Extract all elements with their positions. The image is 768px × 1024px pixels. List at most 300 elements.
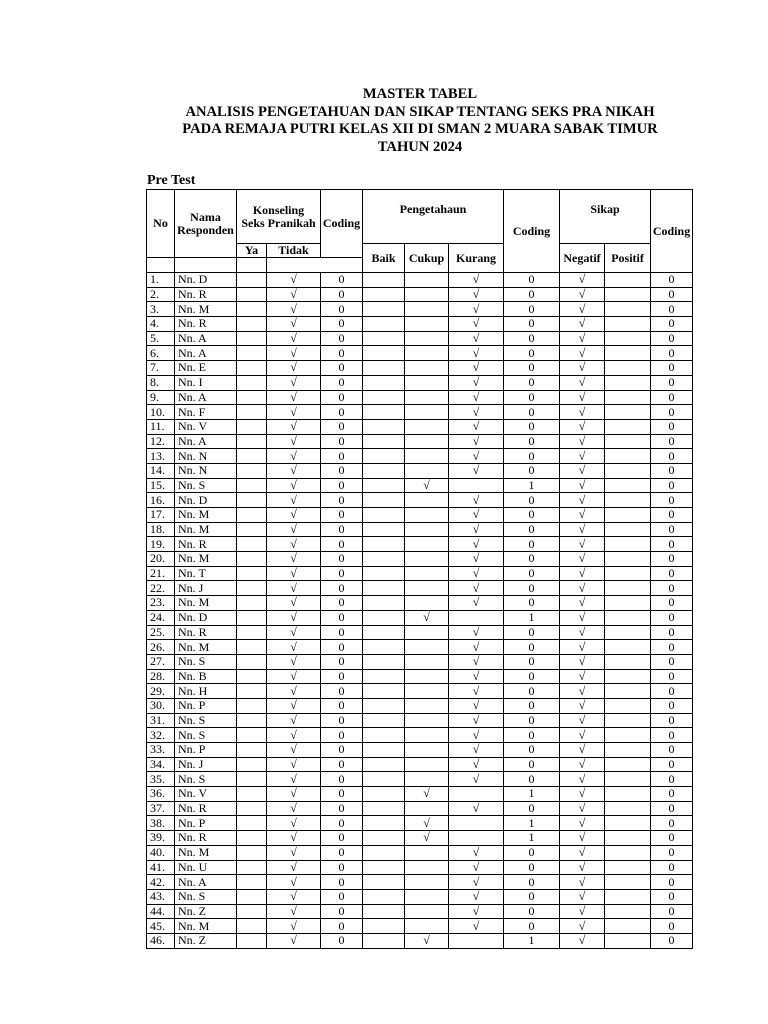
cell-coding-1: 0 — [321, 434, 363, 449]
cell-coding-3: 0 — [651, 346, 693, 361]
cell-coding-2: 0 — [504, 919, 560, 934]
cell-positif — [605, 669, 651, 684]
cell-tidak: √ — [267, 801, 321, 816]
cell-coding-2: 0 — [504, 463, 560, 478]
cell-name: Nn. P — [175, 816, 237, 831]
cell-coding-2: 0 — [504, 625, 560, 640]
cell-no: 37. — [147, 801, 175, 816]
header-coding-1: Coding — [321, 190, 363, 258]
header-cukup: Cukup — [405, 244, 449, 273]
cell-no: 3. — [147, 302, 175, 317]
title-line-4: TAHUN 2024 — [377, 138, 463, 155]
cell-ya — [237, 390, 267, 405]
cell-positif — [605, 933, 651, 948]
cell-cukup — [405, 625, 449, 640]
cell-coding-1: 0 — [321, 698, 363, 713]
cell-positif — [605, 640, 651, 655]
cell-cukup — [405, 302, 449, 317]
table-row — [147, 889, 693, 904]
cell-no: 9. — [147, 390, 175, 405]
cell-no: 45. — [147, 919, 175, 934]
cell-kurang: √ — [449, 596, 504, 611]
cell-name: Nn. M — [175, 522, 237, 537]
cell-name: Nn. S — [175, 889, 237, 904]
cell-cukup — [405, 449, 449, 464]
table-row — [147, 346, 693, 361]
cell-no: 15. — [147, 478, 175, 493]
header-tidak: Tidak — [267, 244, 321, 258]
cell-coding-1: 0 — [321, 743, 363, 758]
cell-coding-3: 0 — [651, 537, 693, 552]
table-row — [147, 904, 693, 919]
cell-tidak: √ — [267, 816, 321, 831]
cell-cukup — [405, 434, 449, 449]
cell-baik — [363, 346, 405, 361]
cell-coding-3: 0 — [651, 419, 693, 434]
cell-ya — [237, 302, 267, 317]
cell-no: 30. — [147, 698, 175, 713]
table-row — [147, 419, 693, 434]
cell-tidak: √ — [267, 463, 321, 478]
cell-kurang: √ — [449, 904, 504, 919]
cell-negatif: √ — [560, 875, 605, 890]
cell-no: 32. — [147, 728, 175, 743]
table-row — [147, 434, 693, 449]
cell-cukup — [405, 772, 449, 787]
cell-coding-3: 0 — [651, 522, 693, 537]
cell-name: Nn. B — [175, 669, 237, 684]
cell-baik — [363, 317, 405, 332]
cell-coding-1: 0 — [321, 537, 363, 552]
cell-no: 42. — [147, 875, 175, 890]
cell-tidak: √ — [267, 552, 321, 567]
table-row — [147, 713, 693, 728]
cell-ya — [237, 684, 267, 699]
table-row — [147, 302, 693, 317]
cell-coding-2: 0 — [504, 845, 560, 860]
cell-kurang: √ — [449, 919, 504, 934]
cell-tidak: √ — [267, 610, 321, 625]
cell-coding-1: 0 — [321, 478, 363, 493]
cell-cukup — [405, 331, 449, 346]
cell-kurang: √ — [449, 287, 504, 302]
cell-ya — [237, 698, 267, 713]
table-row — [147, 552, 693, 567]
cell-cukup — [405, 654, 449, 669]
table-row — [147, 375, 693, 390]
cell-positif — [605, 787, 651, 802]
cell-coding-2: 0 — [504, 390, 560, 405]
cell-positif — [605, 361, 651, 376]
cell-coding-3: 0 — [651, 640, 693, 655]
cell-ya — [237, 375, 267, 390]
cell-coding-2: 1 — [504, 831, 560, 846]
cell-negatif: √ — [560, 419, 605, 434]
cell-no: 1. — [147, 273, 175, 288]
header-nama — [175, 190, 237, 258]
cell-tidak: √ — [267, 919, 321, 934]
cell-no: 8. — [147, 375, 175, 390]
cell-negatif: √ — [560, 728, 605, 743]
cell-coding-2: 1 — [504, 610, 560, 625]
cell-baik — [363, 508, 405, 523]
cell-kurang: √ — [449, 405, 504, 420]
cell-baik — [363, 625, 405, 640]
cell-baik — [363, 684, 405, 699]
table-row — [147, 698, 693, 713]
cell-coding-3: 0 — [651, 331, 693, 346]
cell-baik — [363, 419, 405, 434]
cell-name: Nn. D — [175, 273, 237, 288]
cell-negatif: √ — [560, 743, 605, 758]
cell-coding-3: 0 — [651, 684, 693, 699]
cell-coding-3: 0 — [651, 919, 693, 934]
cell-baik — [363, 463, 405, 478]
cell-positif — [605, 478, 651, 493]
cell-coding-3: 0 — [651, 434, 693, 449]
table-row — [147, 684, 693, 699]
cell-positif — [605, 757, 651, 772]
cell-coding-2: 1 — [504, 933, 560, 948]
cell-name: Nn. S — [175, 654, 237, 669]
table-row — [147, 287, 693, 302]
cell-ya — [237, 434, 267, 449]
cell-negatif: √ — [560, 889, 605, 904]
table-row — [147, 390, 693, 405]
cell-no: 14. — [147, 463, 175, 478]
table-row — [147, 537, 693, 552]
cell-negatif: √ — [560, 566, 605, 581]
cell-positif — [605, 375, 651, 390]
cell-name: Nn. S — [175, 728, 237, 743]
cell-coding-2: 0 — [504, 331, 560, 346]
cell-coding-1: 0 — [321, 390, 363, 405]
cell-no: 18. — [147, 522, 175, 537]
cell-name: Nn. A — [175, 390, 237, 405]
cell-coding-2: 0 — [504, 493, 560, 508]
header-pengetahuan: Pengetahaun — [363, 190, 504, 244]
table-row — [147, 449, 693, 464]
cell-ya — [237, 317, 267, 332]
cell-tidak: √ — [267, 478, 321, 493]
cell-cukup — [405, 904, 449, 919]
cell-positif — [605, 743, 651, 758]
cell-ya — [237, 801, 267, 816]
cell-kurang: √ — [449, 772, 504, 787]
table-row — [147, 361, 693, 376]
cell-positif — [605, 449, 651, 464]
cell-ya — [237, 346, 267, 361]
cell-coding-3: 0 — [651, 566, 693, 581]
cell-tidak: √ — [267, 933, 321, 948]
cell-coding-2: 0 — [504, 728, 560, 743]
cell-coding-3: 0 — [651, 831, 693, 846]
cell-name: Nn. A — [175, 875, 237, 890]
cell-negatif: √ — [560, 463, 605, 478]
cell-coding-1: 0 — [321, 375, 363, 390]
cell-baik — [363, 713, 405, 728]
table-row — [147, 331, 693, 346]
cell-cukup — [405, 537, 449, 552]
cell-coding-2: 0 — [504, 508, 560, 523]
cell-tidak: √ — [267, 743, 321, 758]
title-line-2: ANALISIS PENGETAHUAN DAN SIKAP TENTANG SEKS PRA NIKAH — [185, 103, 655, 120]
cell-coding-1: 0 — [321, 405, 363, 420]
cell-coding-2: 0 — [504, 581, 560, 596]
cell-baik — [363, 331, 405, 346]
cell-name: Nn. N — [175, 449, 237, 464]
cell-ya — [237, 610, 267, 625]
cell-name: Nn. F — [175, 405, 237, 420]
cell-negatif: √ — [560, 405, 605, 420]
cell-kurang: √ — [449, 537, 504, 552]
table-row — [147, 522, 693, 537]
cell-kurang: √ — [449, 566, 504, 581]
cell-positif — [605, 463, 651, 478]
cell-no: 34. — [147, 757, 175, 772]
cell-baik — [363, 831, 405, 846]
cell-no: 2. — [147, 287, 175, 302]
cell-coding-2: 0 — [504, 566, 560, 581]
cell-kurang — [449, 816, 504, 831]
cell-baik — [363, 273, 405, 288]
cell-cukup — [405, 743, 449, 758]
cell-negatif: √ — [560, 361, 605, 376]
cell-negatif: √ — [560, 434, 605, 449]
cell-positif — [605, 919, 651, 934]
cell-coding-1: 0 — [321, 713, 363, 728]
cell-no: 25. — [147, 625, 175, 640]
section-label: Pre Test — [147, 173, 196, 188]
cell-ya — [237, 419, 267, 434]
cell-tidak: √ — [267, 566, 321, 581]
cell-coding-2: 0 — [504, 684, 560, 699]
cell-tidak: √ — [267, 537, 321, 552]
cell-baik — [363, 522, 405, 537]
cell-name: Nn. V — [175, 787, 237, 802]
table-row — [147, 610, 693, 625]
cell-positif — [605, 654, 651, 669]
cell-coding-1: 0 — [321, 302, 363, 317]
cell-ya — [237, 508, 267, 523]
cell-tidak: √ — [267, 669, 321, 684]
cell-coding-1: 0 — [321, 875, 363, 890]
cell-cukup — [405, 522, 449, 537]
cell-kurang: √ — [449, 684, 504, 699]
cell-positif — [605, 831, 651, 846]
cell-coding-2: 0 — [504, 522, 560, 537]
cell-no: 39. — [147, 831, 175, 846]
table-row — [147, 317, 693, 332]
cell-tidak: √ — [267, 317, 321, 332]
cell-no: 20. — [147, 552, 175, 567]
cell-ya — [237, 860, 267, 875]
header-nama-line2: Responden — [177, 222, 234, 237]
cell-name: Nn. M — [175, 596, 237, 611]
cell-kurang — [449, 787, 504, 802]
cell-no: 35. — [147, 772, 175, 787]
cell-coding-3: 0 — [651, 449, 693, 464]
cell-coding-1: 0 — [321, 640, 363, 655]
cell-ya — [237, 581, 267, 596]
cell-baik — [363, 845, 405, 860]
cell-ya — [237, 904, 267, 919]
header-negatif: Negatif — [560, 244, 605, 273]
cell-ya — [237, 669, 267, 684]
cell-positif — [605, 405, 651, 420]
cell-coding-2: 0 — [504, 537, 560, 552]
cell-positif — [605, 698, 651, 713]
table-row — [147, 728, 693, 743]
cell-positif — [605, 419, 651, 434]
cell-coding-2: 0 — [504, 273, 560, 288]
cell-coding-1: 0 — [321, 552, 363, 567]
table-row — [147, 772, 693, 787]
cell-kurang: √ — [449, 669, 504, 684]
table-row — [147, 787, 693, 802]
cell-baik — [363, 816, 405, 831]
cell-positif — [605, 552, 651, 567]
cell-coding-3: 0 — [651, 801, 693, 816]
cell-no: 13. — [147, 449, 175, 464]
cell-kurang: √ — [449, 346, 504, 361]
cell-kurang: √ — [449, 449, 504, 464]
cell-name: Nn. P — [175, 743, 237, 758]
cell-name: Nn. J — [175, 581, 237, 596]
cell-coding-1: 0 — [321, 654, 363, 669]
cell-kurang: √ — [449, 654, 504, 669]
cell-baik — [363, 596, 405, 611]
cell-ya — [237, 331, 267, 346]
cell-coding-1: 0 — [321, 625, 363, 640]
cell-ya — [237, 361, 267, 376]
cell-cukup — [405, 463, 449, 478]
cell-coding-3: 0 — [651, 287, 693, 302]
cell-name: Nn. M — [175, 919, 237, 934]
cell-baik — [363, 493, 405, 508]
cell-coding-1: 0 — [321, 933, 363, 948]
table-row — [147, 669, 693, 684]
cell-negatif: √ — [560, 654, 605, 669]
table-row — [147, 845, 693, 860]
cell-coding-2: 0 — [504, 654, 560, 669]
cell-no: 4. — [147, 317, 175, 332]
cell-coding-3: 0 — [651, 728, 693, 743]
cell-baik — [363, 302, 405, 317]
cell-coding-1: 0 — [321, 860, 363, 875]
cell-coding-1: 0 — [321, 581, 363, 596]
cell-positif — [605, 581, 651, 596]
cell-kurang: √ — [449, 625, 504, 640]
cell-ya — [237, 478, 267, 493]
cell-coding-3: 0 — [651, 375, 693, 390]
cell-negatif: √ — [560, 831, 605, 846]
cell-coding-1: 0 — [321, 801, 363, 816]
cell-tidak: √ — [267, 331, 321, 346]
table-row — [147, 831, 693, 846]
cell-cukup — [405, 684, 449, 699]
cell-coding-1: 0 — [321, 831, 363, 846]
cell-coding-2: 0 — [504, 449, 560, 464]
cell-positif — [605, 537, 651, 552]
cell-kurang: √ — [449, 845, 504, 860]
cell-ya — [237, 522, 267, 537]
table-row — [147, 596, 693, 611]
cell-negatif: √ — [560, 919, 605, 934]
cell-negatif: √ — [560, 522, 605, 537]
cell-coding-1: 0 — [321, 361, 363, 376]
cell-negatif: √ — [560, 478, 605, 493]
cell-kurang: √ — [449, 302, 504, 317]
cell-no: 31. — [147, 713, 175, 728]
cell-coding-1: 0 — [321, 287, 363, 302]
cell-cukup — [405, 875, 449, 890]
cell-negatif: √ — [560, 640, 605, 655]
cell-coding-2: 1 — [504, 816, 560, 831]
cell-cukup — [405, 757, 449, 772]
cell-name: Nn. U — [175, 860, 237, 875]
cell-no: 29. — [147, 684, 175, 699]
cell-baik — [363, 552, 405, 567]
cell-no: 17. — [147, 508, 175, 523]
cell-no: 16. — [147, 493, 175, 508]
cell-positif — [605, 273, 651, 288]
cell-name: Nn. S — [175, 478, 237, 493]
cell-coding-3: 0 — [651, 361, 693, 376]
cell-coding-1: 0 — [321, 463, 363, 478]
cell-name: Nn. J — [175, 757, 237, 772]
header-baik: Baik — [363, 244, 405, 273]
cell-positif — [605, 728, 651, 743]
cell-coding-3: 0 — [651, 904, 693, 919]
cell-coding-2: 0 — [504, 346, 560, 361]
cell-negatif: √ — [560, 845, 605, 860]
cell-name: Nn. S — [175, 713, 237, 728]
cell-kurang: √ — [449, 317, 504, 332]
cell-coding-2: 0 — [504, 287, 560, 302]
cell-positif — [605, 317, 651, 332]
cell-coding-1: 0 — [321, 522, 363, 537]
cell-no: 21. — [147, 566, 175, 581]
title-line-3: PADA REMAJA PUTRI KELAS XII DI SMAN 2 MUARA SABAK TIMUR — [182, 121, 658, 137]
cell-name: Nn. Z — [175, 933, 237, 948]
cell-positif — [605, 713, 651, 728]
cell-coding-3: 0 — [651, 302, 693, 317]
cell-ya — [237, 449, 267, 464]
cell-coding-1: 0 — [321, 845, 363, 860]
cell-coding-3: 0 — [651, 845, 693, 860]
cell-negatif: √ — [560, 302, 605, 317]
header-nama-line1: Nama — [190, 209, 221, 224]
cell-baik — [363, 610, 405, 625]
cell-positif — [605, 596, 651, 611]
cell-no: 11. — [147, 419, 175, 434]
cell-coding-2: 0 — [504, 640, 560, 655]
title-line-1: MASTER TABEL — [362, 86, 478, 102]
cell-cukup — [405, 581, 449, 596]
cell-no: 7. — [147, 361, 175, 376]
cell-name: Nn. Z — [175, 904, 237, 919]
cell-baik — [363, 860, 405, 875]
cell-cukup — [405, 317, 449, 332]
cell-cukup — [405, 889, 449, 904]
cell-cukup — [405, 801, 449, 816]
cell-coding-3: 0 — [651, 772, 693, 787]
cell-positif — [605, 772, 651, 787]
cell-name: Nn. A — [175, 346, 237, 361]
cell-tidak: √ — [267, 361, 321, 376]
table-row — [147, 654, 693, 669]
